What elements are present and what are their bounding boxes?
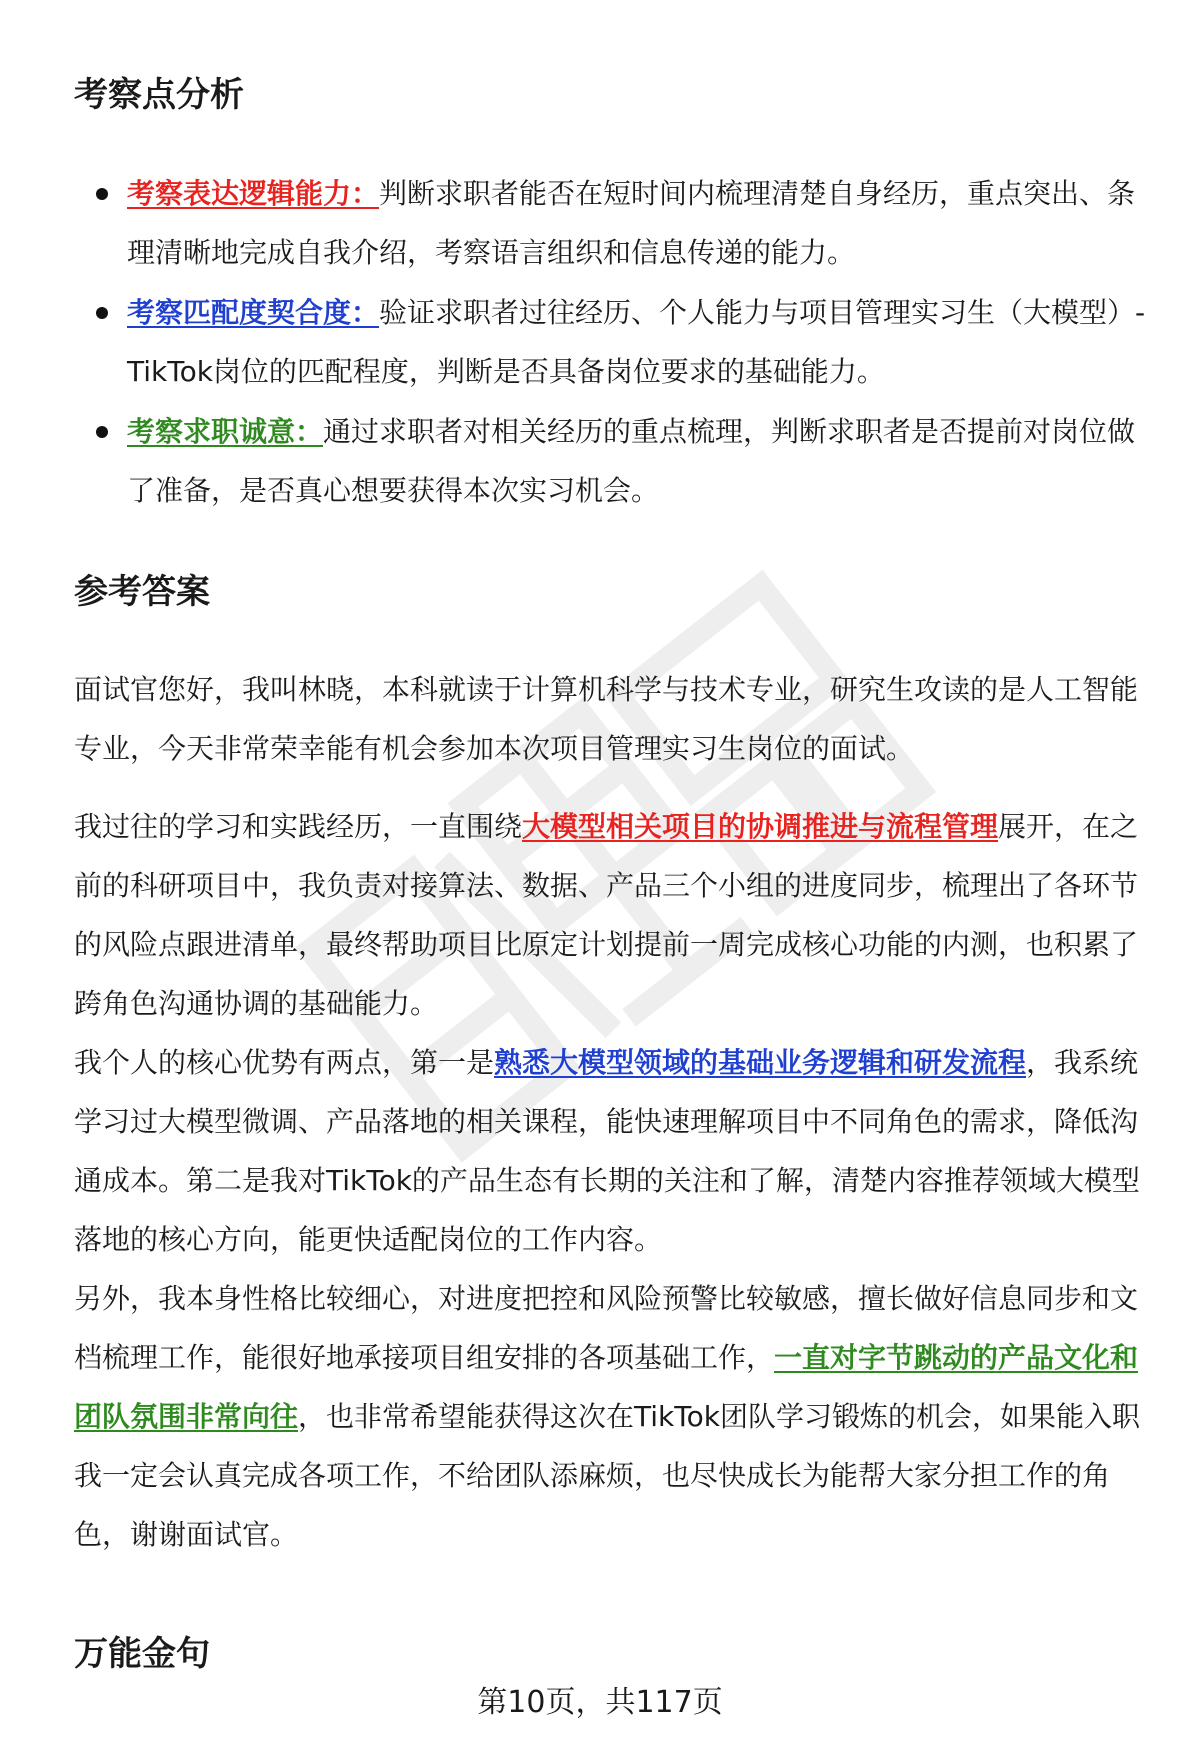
answer-highlight: 一直对字节跳动的产品文化和团队氛围非常向往 <box>74 1341 1139 1433</box>
answer-text: ，我系统学习过大模型微调、产品落地的相关课程，能快速理解项目中不同角色的需求，降低沟通成本。第二是我对TikTok的产品生态有长期的关注和了解，清楚内容推荐领域大模型落地的核心方向，能更快适配岗位的工作内容。 <box>74 1046 1140 1256</box>
answer-paragraph <box>74 1033 1154 1269</box>
answer-highlight: 大模型相关项目的协调推进与流程管理 <box>522 810 999 843</box>
analysis-keyword: 考察求职诚意： <box>127 415 324 448</box>
answer-text: 展开，在之前的科研项目中，我负责对接算法、数据、产品三个小组的进度同步，梳理出了各环节的风险点跟进清单，最终帮助项目比原定计划提前一周完成核心功能的内测，也积累了跨角色沟通协调的基础能力。 <box>74 810 1139 1020</box>
analysis-text: 通过求职者对相关经历的重点梳理，判断求职者是否提前对岗位做了准备，是否真心想要获得本次实习机会。 <box>127 415 1136 507</box>
bullet-icon <box>96 426 108 438</box>
answer-highlight: 熟悉大模型领域的基础业务逻辑和研发流程 <box>494 1046 1027 1079</box>
answer-text: 我个人的核心优势有两点，第一是 <box>74 1046 495 1079</box>
answer-text: ，也非常希望能获得这次在TikTok团队学习锻炼的机会，如果能入职我一定会认真完成各项工作，不给团队添麻烦，也尽快成长为能帮大家分担工作的角色，谢谢面试官。 <box>74 1400 1140 1551</box>
section-title-golden: 万能金句 <box>74 1634 210 1674</box>
analysis-item <box>74 164 1154 282</box>
answer-paragraph <box>74 797 1154 1033</box>
section-title-analysis: 考察点分析 <box>74 75 244 115</box>
bullet-icon <box>96 307 108 319</box>
analysis-text: 判断求职者能否在短时间内梳理清楚自身经历，重点突出、条理清晰地完成自我介绍，考察语言组织和信息传递的能力。 <box>127 177 1136 269</box>
analysis-text: 验证求职者过往经历、个人能力与项目管理实习生（大模型）-TikTok岗位的匹配程度，判断是否具备岗位要求的基础能力。 <box>127 296 1146 388</box>
analysis-keyword: 考察匹配度契合度： <box>127 296 380 329</box>
analysis-item <box>74 283 1154 401</box>
bullet-icon <box>96 188 108 200</box>
analysis-list <box>74 164 1154 521</box>
analysis-item <box>74 402 1154 520</box>
answer-text: 另外，我本身性格比较细心，对进度把控和风险预警比较敏感，擅长做好信息同步和文档梳理工作，能很好地承接项目组安排的各项基础工作， <box>74 1282 1139 1374</box>
answer-text: 我过往的学习和实践经历，一直围绕 <box>74 810 523 843</box>
answer-body <box>74 660 1154 1564</box>
page-number: 第10页，共117页 <box>477 1685 723 1720</box>
section-title-answer: 参考答案 <box>74 572 210 612</box>
answer-paragraph: 面试官您好，我叫林晓，本科就读于计算机科学与技术专业，研究生攻读的是人工智能专业，今天非常荣幸能有机会参加本次项目管理实习生岗位的面试。 <box>74 673 1139 765</box>
answer-paragraph <box>74 1269 1154 1564</box>
analysis-keyword: 考察表达逻辑能力： <box>127 177 380 210</box>
